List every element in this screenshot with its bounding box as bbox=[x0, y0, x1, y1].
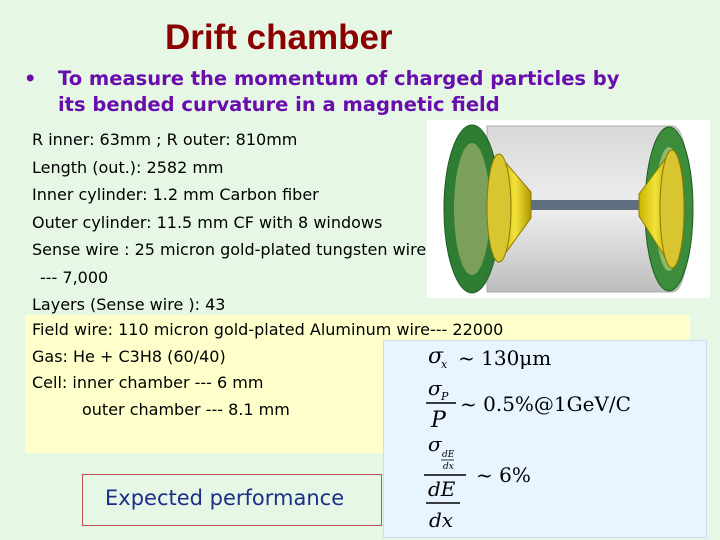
spec-sense-wire: Sense wire : 25 micron gold-plated tungsten wire bbox=[32, 240, 427, 259]
sigma-de-value: ~ 6% bbox=[476, 463, 531, 487]
gas-line: Gas: He + C3H8 (60/40) bbox=[32, 346, 226, 366]
bullet-line-1: To measure the momentum of charged particles by bbox=[58, 67, 620, 90]
sigma-de-symbol: σ bbox=[428, 432, 442, 456]
slide-title: Drift chamber bbox=[165, 18, 393, 57]
sigma-p-subscript: P bbox=[441, 390, 449, 403]
expected-performance-box bbox=[82, 474, 382, 526]
field-wire-line: Field wire: 110 micron gold-plated Aluminum wire--- 22000 bbox=[32, 320, 504, 339]
bullet-symbol: • bbox=[24, 67, 37, 90]
sigma-x-symbol: σ bbox=[428, 344, 444, 369]
sigma-de-sub-den: dx bbox=[443, 462, 454, 472]
de-num-symbol: dE bbox=[428, 477, 456, 501]
spec-radius: R inner: 63mm ; R outer: 810mm bbox=[32, 130, 298, 149]
sigma-p-denominator: P bbox=[431, 408, 446, 433]
expected-performance-label: Expected performance bbox=[105, 486, 345, 510]
spec-outer-cylinder: Outer cylinder: 11.5 mm CF with 8 windows bbox=[32, 212, 383, 232]
drift-chamber-image bbox=[427, 120, 710, 298]
cell-inner-line: Cell: inner chamber --- 6 mm bbox=[32, 373, 264, 392]
spec-length: Length (out.): 2582 mm bbox=[32, 157, 224, 177]
cell-outer-line: outer chamber --- 8.1 mm bbox=[82, 399, 290, 419]
performance-formulas bbox=[383, 340, 707, 538]
sigma-p-symbol: σ bbox=[428, 376, 442, 400]
sigma-x-value: ~ 130μm bbox=[458, 346, 552, 370]
spec-inner-cylinder: Inner cylinder: 1.2 mm Carbon fiber bbox=[32, 185, 319, 204]
spec-layers: Layers (Sense wire ): 43 bbox=[32, 295, 226, 314]
sigma-x-subscript: x bbox=[441, 358, 448, 371]
spec-list bbox=[32, 126, 426, 319]
de-den-symbol: dx bbox=[429, 508, 454, 532]
sigma-de-sub-num: dE bbox=[442, 450, 455, 460]
bullet-line-2: its bended curvature in a magnetic field bbox=[58, 93, 500, 116]
spec-sense-wire-count: --- 7,000 bbox=[40, 267, 109, 287]
sigma-p-value: ~ 0.5%@1GeV/C bbox=[460, 392, 631, 416]
